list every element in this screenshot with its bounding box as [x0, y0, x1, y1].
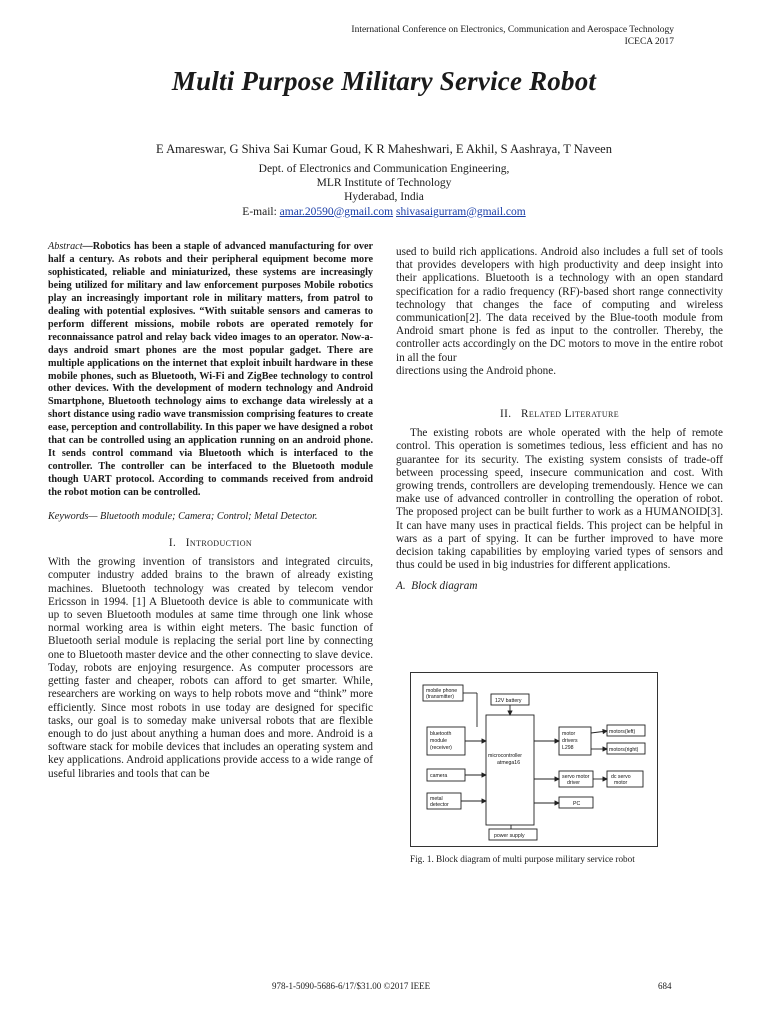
section-number: I. — [168, 537, 177, 550]
block-diagram-figure — [410, 672, 658, 847]
microcontroller-block — [486, 715, 534, 825]
mobile-phone-sub: (transmitter) — [426, 694, 454, 700]
dc-servo-sub: motor — [614, 780, 628, 786]
mcu-sub: atmega16 — [497, 760, 521, 766]
motor-drivers-label: motor — [562, 731, 576, 737]
servo-driver-sub: driver — [567, 780, 580, 786]
section-title: Related Literature — [520, 408, 620, 421]
right-column — [396, 246, 723, 594]
dc-servo-label: dc servo — [611, 774, 631, 780]
section-title: Introduction — [185, 537, 253, 550]
introduction-continuation-2: directions using the Android phone. — [396, 364, 557, 377]
left-column — [48, 241, 373, 781]
abstract — [48, 241, 373, 500]
battery-label: 12V battery — [495, 698, 522, 704]
city: Hyderabad, India — [344, 191, 424, 204]
bluetooth-sub-2: (receiver) — [430, 745, 452, 751]
motors-left-label: motors(left) — [609, 729, 636, 735]
motor-drivers-sub: drivers — [562, 738, 578, 744]
section-heading-introduction — [48, 537, 373, 550]
introduction-continuation: used to build rich applications. Android also includes a full set of tools that provides developers with high productivity and deep insight into their applications. Bluetooth is a technology with an open standard specification for a radio frequency (RF)-based short range connectivity technology that changes the face of computing and wireless communication[2]. The data received by the Blue-tooth module from Android smart phone is fed as input to the controller. Thereby, the controller acts accordingly on the DC motors to move in the entire robot in all the four — [396, 246, 723, 364]
mcu-label: microcontroller — [488, 753, 523, 759]
mobile-phone-label: mobile phone — [426, 688, 458, 694]
camera-label: camera — [430, 773, 448, 779]
pc-label: PC — [573, 801, 581, 807]
conference-name: International Conference on Electronics, Communication and Aerospace Technology — [351, 25, 674, 35]
metal-detector-label: metal — [430, 796, 443, 802]
servo-driver-label: servo motor — [562, 774, 590, 780]
keywords: Keywords— Bluetooth module; Camera; Control; Metal Detector. — [48, 511, 318, 523]
metal-detector-sub: detector — [430, 802, 449, 808]
email-line — [0, 205, 768, 219]
conference-short: ICECA 2017 — [624, 37, 674, 47]
paper-title: Multi Purpose Military Service Robot — [171, 66, 597, 96]
abstract-label: Abstract — [48, 241, 83, 252]
motor-drivers-model: L298 — [562, 745, 574, 751]
abstract-text: —Robotics has been a staple of advanced manufacturing for over half a century. As robots and their peripheral equipment become more sophisticated, reliable and miniaturized, these systems are increasingly being utilized for military and law enforcement purposes Mobile robotics play an increasingly important role in military matters, from patrol to dealing with potential explosives. “With suitable sensors and cameras to perform different missions, mobile robots are operated remotely for reconnaissance patrol and relay back video images to an operator. Now-a-days android smart phones are the most popular gadget. There are multiple applications on the internet that exploit inbuilt hardware in these mobile phones, such as Bluetooth, Wi-Fi and ZigBee technology to control other devices. With the development of modern technology and Android Smartphone, Bluetooth technology aims to exchange data wirelessly at a short distance using radio wave transmission comprising features to create ease, perception and controllability. In this paper we have designed a robot that can be controlled using an application running on an android phone. It sends control command via Bluetooth which is interfaced to the controller. The controller can be interfaced to the Bluetooth module though UART protocol. According to commands received from android the robot motion can be controlled. — [48, 241, 373, 499]
block-diagram-svg — [411, 673, 657, 846]
bluetooth-sub-1: module — [430, 738, 448, 744]
footer-isbn: 978-1-5090-5686-6/17/$31.00 ©2017 IEEE — [272, 981, 431, 991]
email-link-2[interactable]: shivasaigurram@gmail.com — [395, 205, 526, 218]
department: Dept. of Electronics and Communication Engineering, — [258, 163, 510, 175]
section-number: II. — [499, 408, 512, 421]
author-list: E Amareswar, G Shiva Sai Kumar Goud, K R Maheshwari, E Akhil, S Aashraya, T Naveen — [156, 142, 612, 156]
bluetooth-label: bluetooth — [430, 731, 452, 737]
subsection-block-diagram — [396, 580, 723, 593]
conference-header — [351, 24, 674, 48]
subsection-title: Block diagram — [411, 580, 478, 593]
power-supply-label: power supply — [494, 833, 525, 839]
email-label: E-mail: — [242, 205, 280, 218]
email-link-1[interactable]: amar.20590@gmail.com — [279, 205, 394, 218]
footer-page-number: 684 — [658, 981, 672, 991]
institute: MLR Institute of Technology — [316, 177, 452, 190]
subsection-label: A. — [396, 580, 406, 593]
affiliation — [0, 162, 768, 219]
motors-right-label: motors(right) — [609, 747, 639, 753]
figure-caption: Fig. 1. Block diagram of multi purpose military service robot — [410, 854, 635, 864]
section-heading-related — [396, 408, 723, 421]
related-literature-text: The existing robots are whole operated with the help of remote control. This operation is sometimes tedious, less efficient and has no guarantee for its security. The existing system consists of trade-off between processing speed, insecure communication and cost. With growing trends, controllers are developing tremendously. Hence we can make use of advanced controller in controlling the operation of robot. The proposed project can be built further to work as a HUMANOID[3]. It can have many uses in practical fields. This project can be helpful in wars as a part of spying. It can be further improved to have more decision taking capabilities by employing varied types of sensors and thus could be used in big industries for different applications. — [396, 427, 723, 572]
introduction-text: With the growing invention of transistors and integrated circuits, computer industry added brains to the brawn of already existing machines. Bluetooth technology was created by telecom vendor Ericsson in 1994. [1] A Bluetooth device is able to communicate with up to seven Bluetooth modules at same time through one link whose normal working area is within eight meters. The basic function of Bluetooth serial module is replacing the serial port line by connecting one to Bluetooth master device and the other connecting to slave device. Today, robots are enjoying resurgence. As computer processors are getting faster and cheaper, robots can afford to get smarter. While, researchers are working on ways to help robots move and “think” more efficiently. Since most robots in use today are designed for specific tasks, our goal is to someday make universal robots that are flexible enough to do just about anything a human does and more. Android is a software stack for mobile devices that includes an operating system and key applications. Android applications provide access to a wide range of useful libraries and tools that can be — [48, 556, 373, 780]
